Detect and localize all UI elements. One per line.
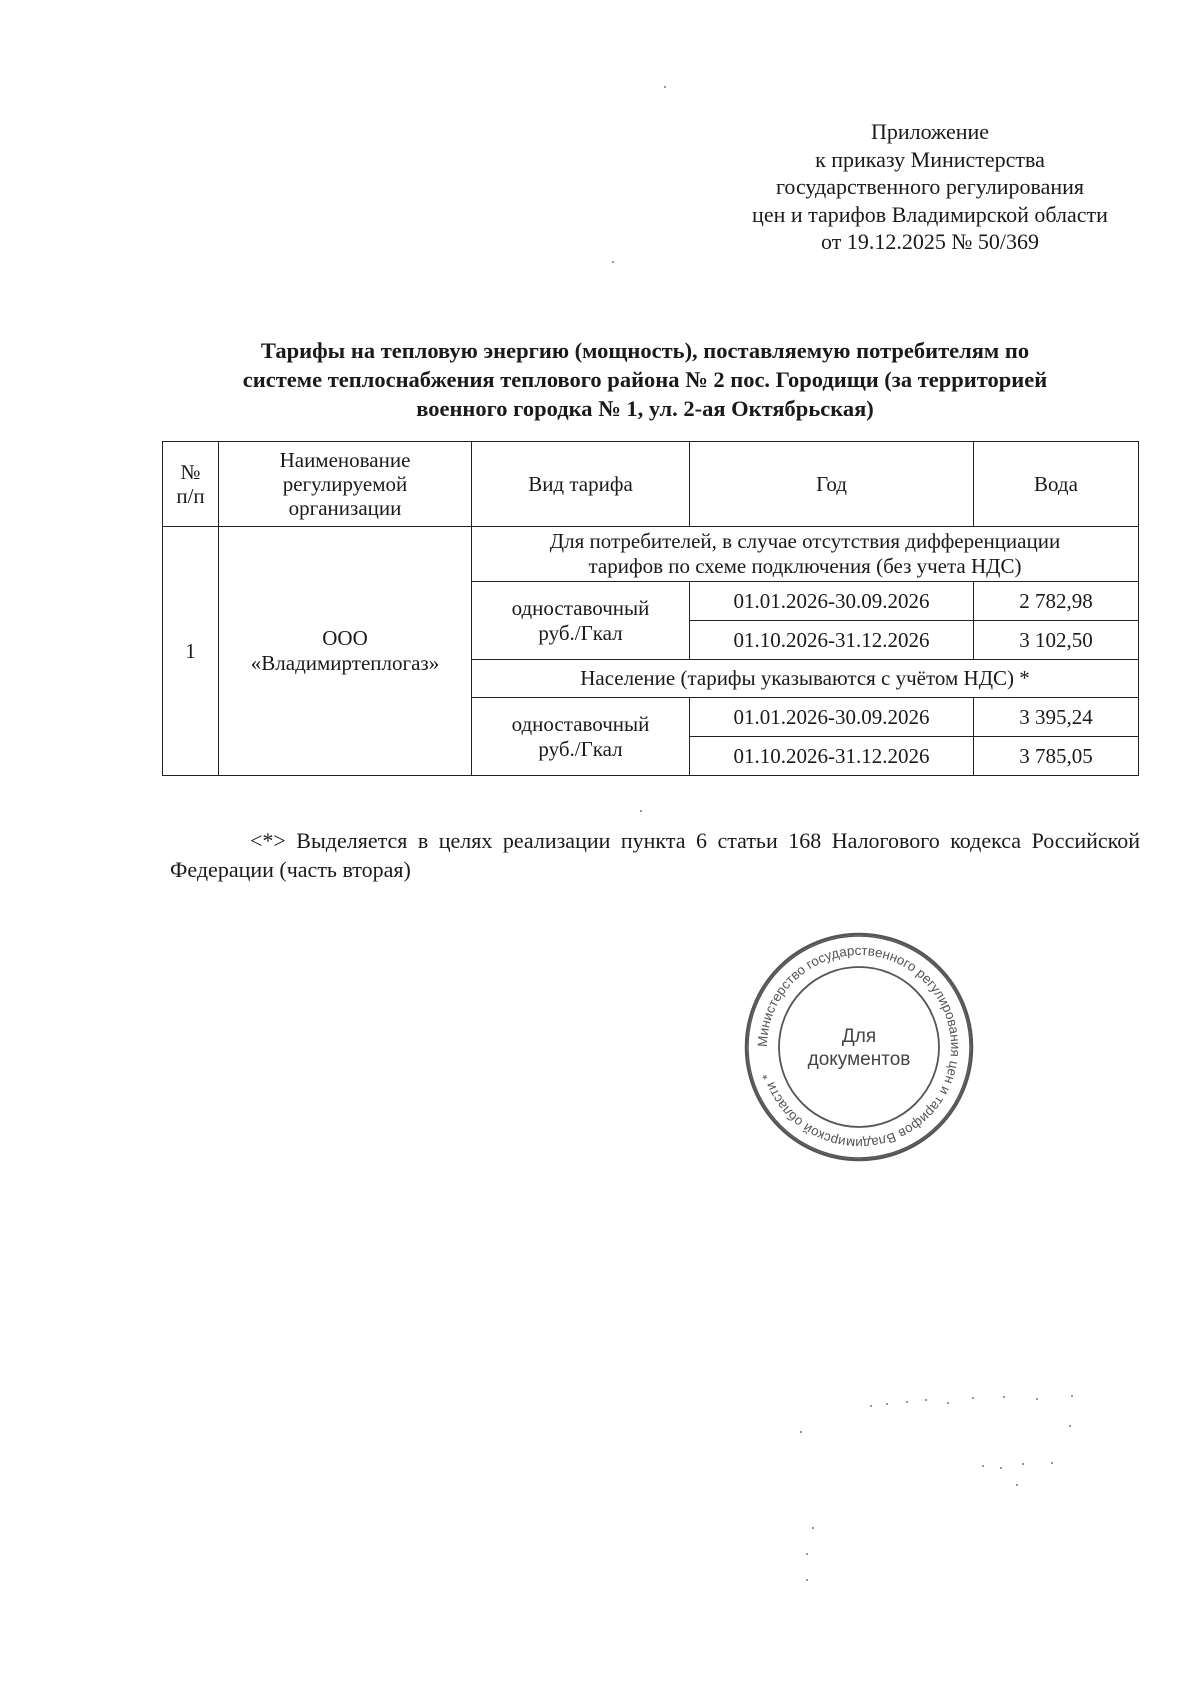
value-cell: 3 395,24: [974, 698, 1139, 737]
title-line-3: военного городка № 1, ул. 2-ая Октябрьская): [416, 396, 874, 421]
header-number: [163, 442, 219, 527]
header-org-line-2: регулируемой: [282, 472, 408, 496]
appendix-line-5: от 19.12.2025 № 50/369: [821, 229, 1039, 254]
period-cell: 01.01.2026-30.09.2026: [690, 582, 974, 621]
appendix-header: [700, 118, 1160, 256]
value-cell: 3 102,50: [974, 621, 1139, 660]
group-label-population: Население (тарифы указываются с учётом НДС) *: [472, 660, 1139, 698]
stamp-outer-ring-inner: [748, 936, 970, 1158]
appendix-line-1: Приложение: [870, 119, 990, 144]
header-organization: [219, 442, 472, 527]
stamp-center-line-2: документов: [807, 1049, 911, 1070]
organization-line-2: «Владимиртеплогаз»: [250, 651, 440, 675]
stamp-center-line-1: Для: [841, 1026, 877, 1047]
header-org-line-3: организации: [288, 496, 402, 520]
header-tariff-type: Вид тарифа: [472, 442, 690, 527]
appendix-line-2: к приказу Министерства: [815, 146, 1045, 172]
organization-line-1: ООО: [322, 626, 368, 650]
tariff-type-line-1: одноставочный: [511, 711, 650, 736]
footnote: <*> Выделяется в целях реализации пункта 6 статьи 168 Налогового кодекса Российской Федерации (часть вторая): [170, 828, 1140, 882]
document-title: [160, 336, 1130, 423]
tariff-type-line-1: одноставочный: [511, 595, 650, 620]
header-water: Вода: [974, 442, 1139, 527]
tariff-type-cell: [472, 698, 690, 776]
appendix-line-3: государственного регулирования: [775, 174, 1085, 199]
period-cell: 01.10.2026-31.12.2026: [690, 621, 974, 660]
table-row: [163, 527, 1139, 582]
row-number-cell: 1: [163, 527, 219, 776]
appendix-line-4: цен и тарифов Владимирской области: [752, 201, 1108, 227]
stamp-ring-text: Министерство государственного регулирования цен и тарифов Владимирской области *: [754, 942, 964, 1152]
group-label-consumers-line-1: Для потребителей, в случае отсутствия дифференциации: [549, 529, 1061, 553]
tariff-type-line-2: руб./Гкал: [538, 620, 623, 645]
table-header-row: [163, 442, 1139, 527]
value-cell: 3 785,05: [974, 737, 1139, 776]
title-line-1: Тарифы на тепловую энергию (мощность), поставляемую потребителям по: [260, 338, 1030, 363]
stamp-outer-ring: [746, 934, 972, 1160]
header-number-line-2: п/п: [176, 484, 205, 508]
tariff-type-line-2: руб./Гкал: [538, 736, 623, 761]
official-stamp: [743, 931, 975, 1163]
value-cell: 2 782,98: [974, 582, 1139, 621]
period-cell: 01.01.2026-30.09.2026: [690, 698, 974, 737]
stamp-inner-ring: [779, 967, 939, 1127]
tariff-table: [162, 441, 1139, 776]
header-number-line-1: №: [180, 460, 201, 484]
group-label-consumers: [472, 527, 1139, 582]
organization-cell: [219, 527, 472, 776]
header-year: Год: [690, 442, 974, 527]
group-label-consumers-line-2: тарифов по схеме подключения (без учета НДС): [588, 554, 1022, 578]
tariff-type-cell: [472, 582, 690, 660]
header-org-line-1: Наименование: [279, 448, 411, 472]
title-line-2: системе теплоснабжения теплового района № 2 пос. Городищи (за территорией: [242, 367, 1048, 392]
period-cell: 01.10.2026-31.12.2026: [690, 737, 974, 776]
